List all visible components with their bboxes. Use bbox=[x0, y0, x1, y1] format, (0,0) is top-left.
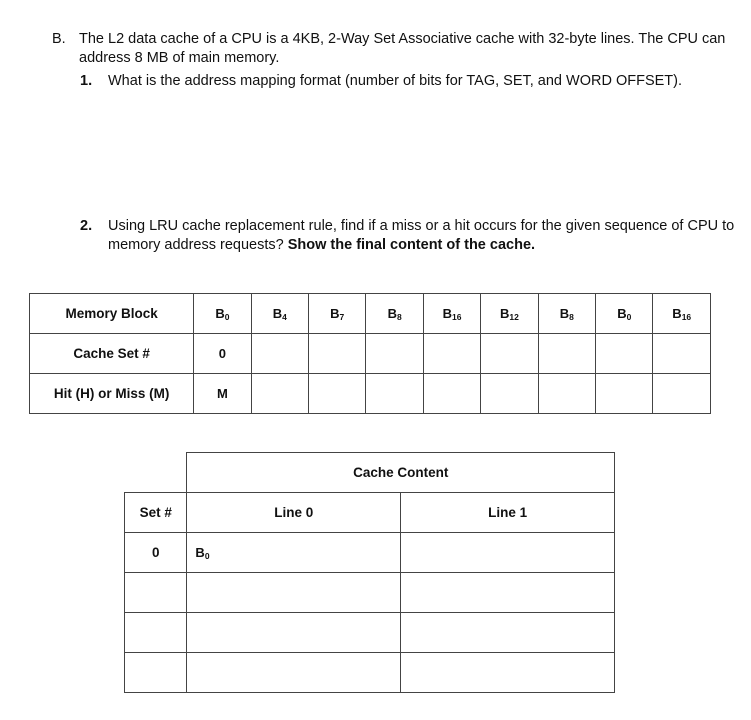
hit-miss-cell[interactable]: M bbox=[194, 374, 251, 414]
memory-block-cell: $B_{16}$ bbox=[423, 294, 480, 334]
memory-block-cell: $B_7$ bbox=[309, 294, 366, 334]
memory-block-label: Memory Block bbox=[30, 294, 194, 334]
cache-line1-cell[interactable] bbox=[401, 533, 615, 573]
cache-set-cell[interactable] bbox=[481, 334, 538, 374]
cache-set-number[interactable]: 0 bbox=[125, 533, 187, 573]
line0-header: Line 0 bbox=[187, 493, 401, 533]
hit-miss-cell[interactable] bbox=[423, 374, 480, 414]
memory-block-cell: $B_{16}$ bbox=[653, 294, 711, 334]
cache-line0-cell[interactable] bbox=[187, 613, 401, 653]
cache-set-row bbox=[30, 334, 711, 374]
question-1-text: What is the address mapping format (number of bits for TAG, SET, and WORD OFFSET). bbox=[108, 73, 683, 89]
cache-set-number[interactable] bbox=[125, 573, 187, 613]
hit-miss-row bbox=[30, 374, 711, 414]
hit-miss-cell[interactable] bbox=[309, 374, 366, 414]
memory-block-cell: $B_{12}$ bbox=[481, 294, 538, 334]
question-b-label: B. bbox=[52, 31, 66, 47]
empty-corner bbox=[125, 453, 187, 493]
question-b-text: The L2 data cache of a CPU is a 4KB, 2-Way Set Associative cache with 32-byte lines. The CPU can address 8 MB of main memory. bbox=[79, 31, 726, 66]
hit-miss-cell[interactable] bbox=[653, 374, 711, 414]
set-header: Set # bbox=[125, 493, 187, 533]
cache-set-cell[interactable] bbox=[596, 334, 653, 374]
cache-content-title: Cache Content bbox=[187, 453, 615, 493]
cache-set-cell[interactable]: 0 bbox=[194, 334, 251, 374]
hit-miss-cell[interactable] bbox=[366, 374, 423, 414]
cache-set-label: Cache Set # bbox=[30, 334, 194, 374]
cache-line0-cell[interactable] bbox=[187, 573, 401, 613]
cache-content-table bbox=[124, 452, 615, 693]
hit-miss-cell[interactable] bbox=[596, 374, 653, 414]
memory-block-cell: $B_0$ bbox=[194, 294, 251, 334]
question-2-number: 2. bbox=[80, 218, 93, 234]
hit-miss-cell[interactable] bbox=[538, 374, 595, 414]
question-2-text-wrap bbox=[108, 217, 738, 255]
cache-header-row bbox=[125, 493, 615, 533]
cache-set-cell[interactable] bbox=[251, 334, 308, 374]
memory-block-cell: $B_8$ bbox=[538, 294, 595, 334]
hit-miss-cell[interactable] bbox=[251, 374, 308, 414]
cache-set-number[interactable] bbox=[125, 653, 187, 693]
cache-title-row bbox=[125, 453, 615, 493]
cache-set-cell[interactable] bbox=[423, 334, 480, 374]
hit-miss-label: Hit (H) or Miss (M) bbox=[30, 374, 194, 414]
memory-block-row bbox=[30, 294, 711, 334]
cache-row bbox=[125, 533, 615, 573]
cache-set-cell[interactable] bbox=[653, 334, 711, 374]
cache-line1-cell[interactable] bbox=[401, 653, 615, 693]
cache-set-cell[interactable] bbox=[538, 334, 595, 374]
memory-block-cell: $B_8$ bbox=[366, 294, 423, 334]
line1-header: Line 1 bbox=[401, 493, 615, 533]
cache-line0-cell[interactable]: $B_0$ bbox=[187, 533, 401, 573]
question-2-bold-text: Show the final content of the cache. bbox=[287, 237, 536, 253]
cache-row bbox=[125, 573, 615, 613]
cache-set-number[interactable] bbox=[125, 613, 187, 653]
question-2-text: Using LRU cache replacement rule, find if a miss or a hit occurs for the given sequence of CPU to memory address requests? bbox=[108, 218, 735, 253]
sequence-table bbox=[29, 293, 711, 414]
memory-block-cell: $B_4$ bbox=[251, 294, 308, 334]
question-1-number: 1. bbox=[80, 73, 93, 89]
memory-block-cell: $B_0$ bbox=[596, 294, 653, 334]
cache-set-cell[interactable] bbox=[309, 334, 366, 374]
cache-row bbox=[125, 613, 615, 653]
cache-set-cell[interactable] bbox=[366, 334, 423, 374]
cache-line1-cell[interactable] bbox=[401, 613, 615, 653]
cache-row bbox=[125, 653, 615, 693]
cache-line0-cell[interactable] bbox=[187, 653, 401, 693]
cache-line1-cell[interactable] bbox=[401, 573, 615, 613]
hit-miss-cell[interactable] bbox=[481, 374, 538, 414]
